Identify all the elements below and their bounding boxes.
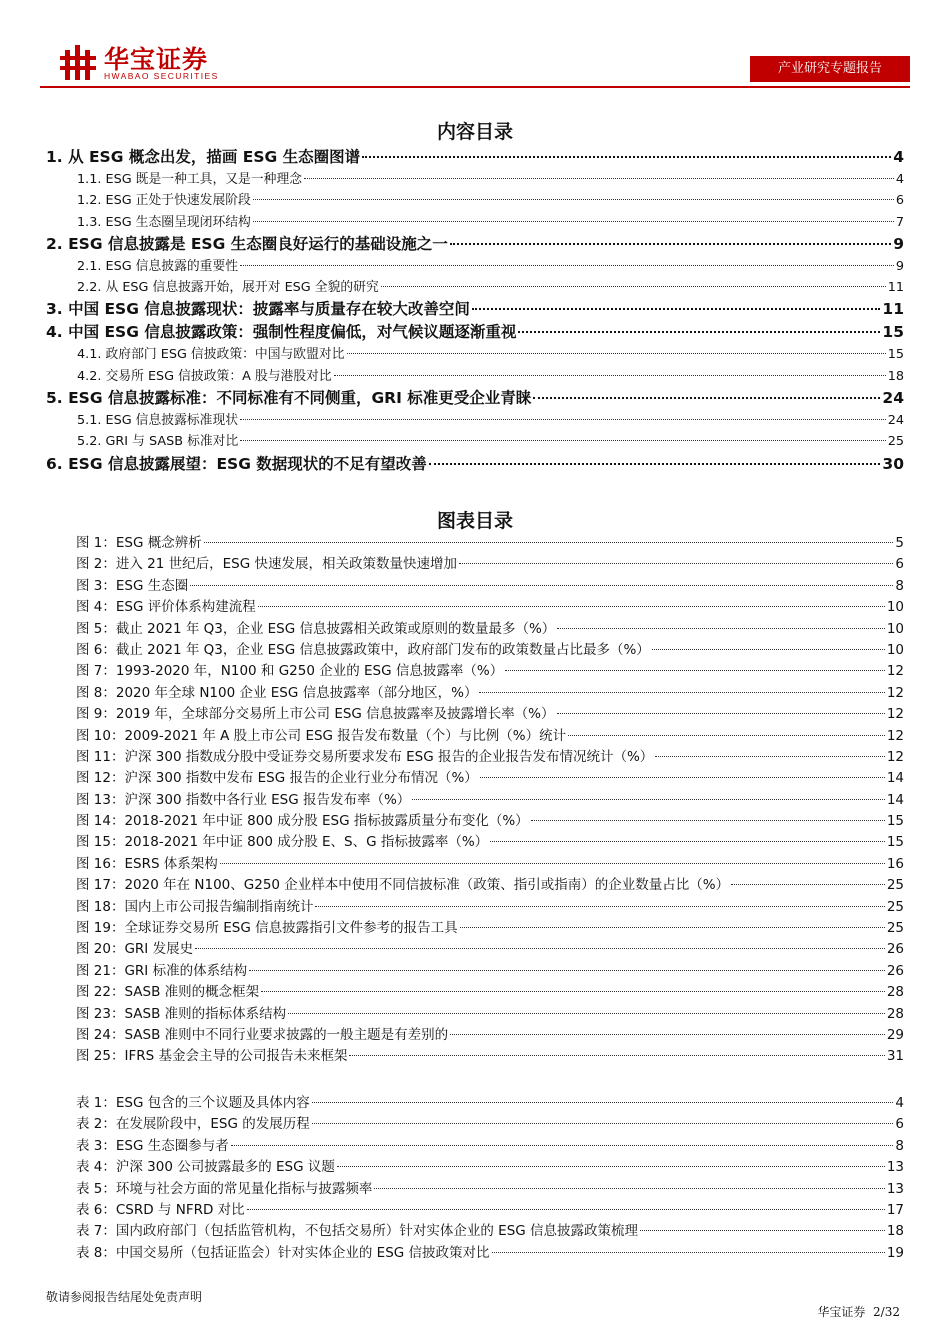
- toc-entry-page: 7: [895, 214, 904, 230]
- toc-entry-page: 24: [882, 389, 904, 408]
- figure-entry-page: 28: [886, 984, 904, 1001]
- footer-company: 华宝证券: [817, 1305, 866, 1319]
- table-entry-title: 表 8：中国交易所（包括证监会）针对实体企业的 ESG 信披政策对比: [76, 1244, 490, 1261]
- toc-entry[interactable]: [46, 145, 904, 168]
- toc-entry-title: 5. ESG 信息披露标准：不同标准有不同侧重，GRI 标准更受企业青睐: [46, 389, 532, 408]
- figure-entry-title: 图 1：ESG 概念辨析: [76, 535, 202, 551]
- figure-entry-page: 5: [895, 535, 904, 551]
- figure-entry-page: 15: [886, 834, 904, 851]
- figure-entry-title: 图 6：截止 2021 年 Q3，企业 ESG 信息披露政策中，政府部门发布的政策数量占比最多（%）: [76, 641, 650, 658]
- figure-entry[interactable]: [46, 531, 904, 552]
- table-entry-page: 4: [895, 1095, 904, 1111]
- figure-entry-page: 14: [886, 791, 904, 808]
- dot-leader: [518, 331, 880, 333]
- toc-entry-title: 1.1. ESG 既是一种工具，又是一种理念: [77, 172, 303, 187]
- toc-entry-page: 15: [882, 323, 904, 342]
- figures-title: 图表目录: [436, 510, 513, 532]
- figure-entry[interactable]: [46, 702, 904, 723]
- table-entry-page: 13: [886, 1159, 904, 1176]
- figure-entry[interactable]: [46, 852, 904, 873]
- figure-entry-title: 图 9：2019 年，全球部分交易所上市公司 ESG 信息披露率及披露增长率（%）: [76, 706, 555, 723]
- toc-entry-title: 6. ESG 信息披露展望：ESG 数据现状的不足有望改善: [46, 454, 427, 473]
- figure-entry[interactable]: [46, 766, 904, 787]
- figure-entry-page: 26: [886, 962, 904, 979]
- toc-entry-title: 5.2. GRI 与 SASB 标准对比: [77, 434, 239, 450]
- dot-leader: [312, 1123, 894, 1124]
- table-entry-title: 表 5：环境与社会方面的常见量化指标与披露频率: [76, 1180, 373, 1197]
- company-logo: [58, 40, 298, 90]
- figure-entry[interactable]: [46, 873, 904, 894]
- figure-entry-title: 图 4：ESG 评价体系构建流程: [76, 599, 256, 616]
- figure-entry[interactable]: [46, 659, 904, 680]
- figure-entry-title: 图 2：进入 21 世纪后，ESG 快速发展，相关政策数量快速增加: [76, 556, 457, 573]
- dot-leader: [640, 1230, 885, 1231]
- dot-leader: [568, 735, 885, 736]
- toc-entry-page: 18: [887, 368, 904, 384]
- figure-entry-title: 图 17：2020 年在 N100、G250 企业样本中使用不同信披标准（政策、指引或指南）的企业数量占比（%）: [76, 877, 730, 894]
- figure-entry-page: 25: [886, 877, 904, 894]
- toc-entry-page: 4: [893, 148, 904, 166]
- dot-leader: [247, 1209, 885, 1210]
- figure-entry[interactable]: [46, 617, 904, 638]
- dot-leader: [190, 585, 893, 586]
- figure-entry-title: 图 16：ESRS 体系架构: [76, 855, 218, 872]
- figure-entry[interactable]: [46, 724, 904, 745]
- dot-leader: [240, 440, 885, 441]
- dot-leader: [195, 948, 885, 949]
- toc-entry-title: 2.1. ESG 信息披露的重要性: [77, 258, 239, 274]
- footer-disclaimer: 敬请参阅报告结尾处免责声明: [46, 1290, 203, 1304]
- toc-entry-title: 2.2. 从 ESG 信息披露开始，展开对 ESG 全貌的研究: [77, 280, 379, 296]
- table-entry-title: 表 1：ESG 包含的三个议题及具体内容: [76, 1095, 310, 1111]
- table-entry[interactable]: [46, 1155, 904, 1176]
- figure-entry-page: 29: [886, 1026, 904, 1043]
- dot-leader: [479, 692, 884, 693]
- dot-leader: [374, 1188, 884, 1189]
- figure-entry[interactable]: [46, 1023, 904, 1044]
- toc-entry-page: 15: [887, 347, 904, 363]
- figure-entry-page: 12: [886, 684, 904, 701]
- dot-leader: [337, 1166, 885, 1167]
- table-entry[interactable]: [46, 1177, 904, 1198]
- table-entry-page: 8: [895, 1137, 904, 1154]
- figure-entry-title: 图 13：沪深 300 指数中各行业 ESG 报告发布率（%）: [76, 791, 411, 808]
- figure-entry-title: 图 12：沪深 300 指数中发布 ESG 报告的企业行业分布情况（%）: [76, 770, 478, 787]
- toc-entry[interactable]: [46, 255, 904, 276]
- table-entry[interactable]: [46, 1112, 904, 1133]
- dot-leader: [334, 375, 886, 376]
- table-entry[interactable]: [46, 1091, 904, 1112]
- page-number: 2/32: [873, 1305, 900, 1319]
- dot-leader: [304, 178, 894, 179]
- figure-entry-page: 12: [886, 663, 904, 680]
- table-entry-page: 6: [895, 1116, 904, 1133]
- figure-entry-title: 图 20：GRI 发展史: [76, 941, 194, 958]
- dot-leader: [505, 670, 885, 671]
- table-entry-title: 表 3：ESG 生态圈参与者: [76, 1137, 229, 1154]
- hwabao-logo-icon: [58, 42, 98, 82]
- toc-entry-page: 11: [887, 280, 904, 296]
- table-list: [46, 1091, 904, 1262]
- footer-page-info: [817, 1303, 900, 1320]
- dot-leader: [312, 1102, 894, 1103]
- figure-entry-page: 12: [886, 727, 904, 744]
- table-entry-page: 18: [886, 1223, 904, 1240]
- dot-leader: [240, 265, 894, 266]
- toc-entry-title: 3. 中国 ESG 信息披露现状：披露率与质量存在较大改善空间: [46, 300, 470, 319]
- dot-leader: [240, 419, 886, 420]
- toc-entry[interactable]: [46, 365, 904, 386]
- figure-entry-title: 图 5：截止 2021 年 Q3，企业 ESG 信息披露相关政策或原则的数量最多（%）: [76, 620, 556, 637]
- figure-entry-page: 8: [895, 577, 904, 594]
- dot-leader: [349, 1055, 884, 1056]
- brand-name-cn: 华宝证券: [104, 45, 209, 74]
- toc-entry[interactable]: [46, 343, 904, 364]
- figure-entry[interactable]: [46, 980, 904, 1001]
- toc-entry[interactable]: [46, 168, 904, 189]
- figure-entry-page: 10: [886, 620, 904, 637]
- figure-entry-page: 26: [886, 941, 904, 958]
- table-entry-title: 表 4：沪深 300 公司披露最多的 ESG 议题: [76, 1159, 335, 1176]
- toc-entry[interactable]: [46, 452, 904, 475]
- dot-leader: [450, 1034, 885, 1035]
- table-entry-page: 19: [886, 1244, 904, 1261]
- figure-entry-title: 图 10：2009-2021 年 A 股上市公司 ESG 报告发布数量（个）与比例（%）统计: [76, 727, 567, 744]
- brand-name-en: HWABAO SECURITIES: [104, 71, 219, 81]
- figure-entry-title: 图 24：SASB 准则中不同行业要求披露的一般主题是有差别的: [76, 1026, 449, 1043]
- figure-entry[interactable]: [46, 916, 904, 937]
- dot-leader: [347, 353, 886, 354]
- figure-entry-page: 16: [886, 855, 904, 872]
- figure-entry-page: 10: [886, 641, 904, 658]
- dot-leader: [381, 286, 886, 287]
- report-type-badge: 产业研究专题报告: [750, 56, 910, 82]
- figure-entry-page: 25: [886, 920, 904, 937]
- dot-leader: [655, 756, 885, 757]
- table-entry[interactable]: [46, 1198, 904, 1219]
- toc-entry-page: 6: [895, 193, 904, 209]
- toc-entry-page: 4: [895, 172, 904, 187]
- dot-leader: [261, 991, 885, 992]
- dot-leader: [490, 841, 885, 842]
- table-entry-title: 表 6：CSRD 与 NFRD 对比: [76, 1201, 245, 1218]
- figure-entry[interactable]: [46, 895, 904, 916]
- figure-entry-title: 图 8：2020 年全球 N100 企业 ESG 信息披露率（部分地区，%）: [76, 684, 478, 701]
- toc-entry-title: 2. ESG 信息披露是 ESG 生态圈良好运行的基础设施之一: [46, 234, 448, 253]
- table-entry-page: 13: [886, 1180, 904, 1197]
- toc-entry[interactable]: [46, 320, 904, 343]
- table-of-contents: [46, 145, 904, 475]
- figure-entry-title: 图 22：SASB 准则的概念框架: [76, 984, 260, 1001]
- dot-leader: [315, 906, 884, 907]
- figure-entry[interactable]: [46, 1044, 904, 1065]
- figure-entry-page: 12: [886, 748, 904, 765]
- figure-list: [46, 531, 904, 1066]
- toc-title: 内容目录: [436, 121, 513, 143]
- header-divider: [40, 86, 910, 88]
- toc-entry-title: 4.2. 交易所 ESG 信披政策：A 股与港股对比: [77, 368, 332, 384]
- dot-leader: [204, 542, 894, 543]
- figure-entry-page: 31: [886, 1048, 904, 1065]
- figure-entry-title: 图 7：1993-2020 年，N100 和 G250 企业的 ESG 信息披露率（%）: [76, 663, 504, 680]
- dot-leader: [450, 243, 891, 245]
- dot-leader: [557, 628, 885, 629]
- dot-leader: [253, 199, 894, 200]
- figure-entry-title: 图 15：2018-2021 年中证 800 成分股 E、S、G 指标披露率（%）: [76, 834, 489, 851]
- toc-entry-page: 11: [882, 300, 904, 319]
- figure-entry[interactable]: [46, 809, 904, 830]
- dot-leader: [731, 884, 885, 885]
- dot-leader: [557, 713, 885, 714]
- figure-entry-title: 图 14：2018-2021 年中证 800 成分股 ESG 指标披露质量分布变化（%）: [76, 813, 529, 830]
- figure-entry[interactable]: [46, 788, 904, 809]
- figure-entry[interactable]: [46, 552, 904, 573]
- toc-entry-title: 4. 中国 ESG 信息披露政策：强制性程度偏低，对气候议题逐渐重视: [46, 323, 517, 342]
- figure-entry[interactable]: [46, 830, 904, 851]
- toc-entry-page: 25: [887, 434, 904, 450]
- toc-entry[interactable]: [46, 189, 904, 210]
- toc-entry-page: 30: [882, 454, 904, 473]
- dot-leader: [429, 463, 881, 465]
- table-entry-page: 17: [886, 1201, 904, 1218]
- toc-entry[interactable]: [46, 211, 904, 232]
- dot-leader: [459, 563, 893, 564]
- figure-entry[interactable]: [46, 937, 904, 958]
- dot-leader: [231, 1145, 894, 1146]
- toc-entry[interactable]: [46, 276, 904, 297]
- figure-entry-title: 图 11：沪深 300 指数成分股中受证券交易所要求发布 ESG 报告的企业报告发布情况统计（%）: [76, 748, 654, 765]
- table-entry[interactable]: [46, 1134, 904, 1155]
- table-entry[interactable]: [46, 1219, 904, 1240]
- figure-entry-page: 6: [895, 556, 904, 573]
- figure-entry-page: 10: [886, 599, 904, 616]
- figure-entry-title: 图 3：ESG 生态圈: [76, 577, 189, 594]
- toc-entry[interactable]: [46, 430, 904, 451]
- figure-entry-title: 图 19：全球证券交易所 ESG 信息披露指引文件参考的报告工具: [76, 920, 458, 937]
- figure-entry[interactable]: [46, 681, 904, 702]
- toc-entry[interactable]: [46, 409, 904, 430]
- dot-leader: [253, 221, 894, 222]
- figure-entry[interactable]: [46, 638, 904, 659]
- dot-leader: [472, 308, 881, 310]
- figure-entry-title: 图 23：SASB 准则的指标体系结构: [76, 1005, 287, 1022]
- figure-entry[interactable]: [46, 574, 904, 595]
- dot-leader: [531, 820, 885, 821]
- toc-entry[interactable]: [46, 232, 904, 255]
- figure-entry-page: 14: [886, 770, 904, 787]
- dot-leader: [249, 970, 885, 971]
- toc-entry[interactable]: [46, 297, 904, 320]
- dot-leader: [220, 863, 885, 864]
- toc-entry-title: 4.1. 政府部门 ESG 信披政策：中国与欧盟对比: [77, 347, 345, 363]
- figure-entry-page: 25: [886, 898, 904, 915]
- dot-leader: [258, 606, 885, 607]
- toc-entry-page: 9: [895, 258, 904, 274]
- figure-entry-title: 图 25：IFRS 基金会主导的公司报告未来框架: [76, 1048, 348, 1065]
- figure-entry-title: 图 21：GRI 标准的体系结构: [76, 962, 248, 979]
- figure-entry[interactable]: [46, 1002, 904, 1023]
- toc-entry-title: 1.3. ESG 生态圈呈现闭环结构: [77, 214, 251, 230]
- figure-entry[interactable]: [46, 745, 904, 766]
- dot-leader: [460, 927, 885, 928]
- page-header: [0, 0, 950, 100]
- table-entry[interactable]: [46, 1241, 904, 1262]
- toc-entry-title: 5.1. ESG 信息披露标准现状: [77, 413, 239, 429]
- dot-leader: [288, 1013, 885, 1014]
- dot-leader: [480, 777, 885, 778]
- figure-entry-page: 28: [886, 1005, 904, 1022]
- figure-entry-page: 15: [886, 813, 904, 830]
- dot-leader: [362, 156, 891, 158]
- toc-entry-page: 24: [887, 413, 904, 429]
- toc-entry-title: 1.2. ESG 正处于快速发展阶段: [77, 193, 251, 209]
- figure-entry[interactable]: [46, 595, 904, 616]
- table-entry-title: 表 2：在发展阶段中，ESG 的发展历程: [76, 1116, 310, 1133]
- toc-entry[interactable]: [46, 386, 904, 409]
- dot-leader: [492, 1252, 885, 1253]
- figure-entry-page: 12: [886, 706, 904, 723]
- dot-leader: [533, 397, 880, 399]
- toc-entry-page: 9: [893, 234, 904, 253]
- table-entry-title: 表 7：国内政府部门（包括监管机构，不包括交易所）针对实体企业的 ESG 信息披露政策梳理: [76, 1223, 639, 1240]
- toc-entry-title: 1. 从 ESG 概念出发，描画 ESG 生态圈图谱: [46, 148, 361, 166]
- dot-leader: [652, 649, 885, 650]
- figure-entry[interactable]: [46, 959, 904, 980]
- dot-leader: [412, 799, 885, 800]
- figure-entry-title: 图 18：国内上市公司报告编制指南统计: [76, 898, 314, 915]
